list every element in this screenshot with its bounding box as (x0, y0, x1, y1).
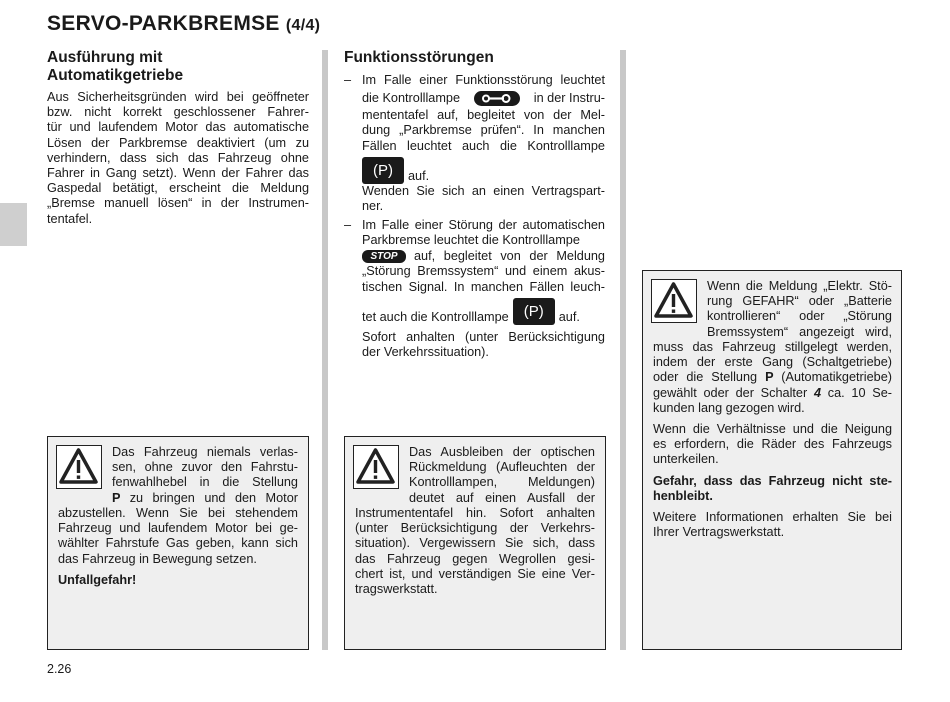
warning-line: sen, ohne zuvor den Fahrstu- (112, 460, 298, 475)
warning-box-left (47, 436, 309, 650)
warning-text-indented (707, 279, 892, 340)
item-line: Im Falle einer Funktionsstörung leuchtet (362, 73, 605, 87)
item-line: mententafel auf, begleitet von der Mel- (362, 108, 605, 123)
warning-text-indented (112, 445, 298, 506)
fault-item-2-text (362, 218, 605, 360)
fault-item-1-text (362, 73, 605, 214)
item-line: Wenden Sie sich an einen Vertragspart- (362, 183, 605, 198)
item-line-part: auf, begleitet von der Meldung (414, 248, 605, 263)
item-line: dung „Parkbremse prüfen“. In manchen (362, 123, 605, 138)
left-heading-line: Ausführung mit (47, 49, 163, 66)
body-line: tentafel. (47, 211, 93, 226)
warning-line: abzustellen. Wenn Sie bei stehendem (58, 506, 298, 520)
column-divider-right (620, 50, 626, 650)
body-line: Gaspedal betätigt, erscheint die Meldung (47, 181, 309, 196)
body-line: bzw. nicht korrekt geschlossener Fahrer- (47, 105, 309, 120)
warning-paragraph-4 (653, 510, 892, 540)
warning-line: Bremssystem“ angezeigt wird, (707, 324, 892, 339)
left-body (47, 90, 309, 227)
emphasis-token: P (757, 370, 782, 385)
warning-line: Fahrzeug und laufendem Motor bei ge- (58, 521, 298, 536)
parking-brake-icon: (P) (362, 157, 404, 184)
warning-line: das Fahrzeug in Bewegung setzen. (58, 551, 257, 566)
warning-line: muss das Fahrzeug stillgelegt werden, (653, 340, 892, 354)
item-line-part: auf. (558, 309, 580, 324)
warning-line: Instrumententafel hin. Sofort anhalten (355, 506, 595, 520)
warning-line: kontrollieren“ oder „Störung (707, 309, 892, 324)
emphasis-token: 4 (807, 385, 828, 400)
body-line: „Bremse manuell lösen“ in der Instrumen- (47, 196, 309, 211)
page-number: 2.26 (47, 662, 72, 676)
warning-line: kunden lang gezogen wird. (653, 400, 805, 415)
item-line-with-lamp (362, 157, 605, 184)
warning-line: Ihrer Vertragswerkstatt. (653, 525, 785, 540)
warning-triangle-icon (353, 445, 399, 489)
warning-line: das Fahrzeug gegen Wegrollen gesi- (355, 551, 595, 566)
list-dash: – (344, 218, 352, 232)
item-line: ner. (362, 199, 384, 214)
middle-heading: Funktionsstörungen (344, 49, 494, 66)
column-divider-left (322, 50, 328, 650)
warning-line-with-bold (112, 491, 298, 506)
left-heading (47, 49, 309, 85)
body-line: Fahrer in Gang setzt). Wenn der Fahrer das (47, 166, 309, 181)
warning-text-indented (409, 445, 595, 506)
warning-paragraph-3 (653, 474, 892, 504)
page-title (47, 12, 320, 36)
warning-line: rung GEFAHR“ oder „Batterie (707, 294, 892, 309)
body-line: tür und laufendem Motor das automatische (47, 120, 309, 135)
item-line: Parkbremse leuchtet die Kontrolllampe (362, 233, 580, 248)
warning-line: (unter Berücksichtigung der Verkehrs- (355, 521, 595, 536)
item-line: Sofort anhalten (unter Berücksichtigung (362, 329, 605, 344)
item-line-with-lamp (362, 88, 605, 108)
list-dash: – (344, 73, 352, 87)
emphasis-token: P (112, 490, 130, 505)
warning-line: Wenn die Meldung „Elektr. Stö- (707, 279, 892, 293)
warning-line: chert ist, und verständigen Sie eine Ver- (355, 566, 595, 581)
fault-item-1 (344, 73, 606, 214)
item-line-with-lamp (362, 295, 605, 325)
wrench-icon (474, 91, 520, 106)
warning-box-right (642, 270, 902, 650)
body-line: verhindern, dass sich das Fahrzeug ohne (47, 150, 309, 165)
warning-triangle-icon (651, 279, 697, 323)
warning-line: Das Ausbleiben der optischen (409, 445, 595, 459)
warning-line: Wenn die Verhältnisse und die Neigung (653, 422, 892, 437)
warning-text-full (355, 506, 595, 597)
warning-line: wählter Fahrstufe Gas geben, kann sich (58, 536, 298, 551)
item-line: Im Falle einer Störung der automatischen (362, 218, 605, 232)
warning-line: indem der erste Gang (Schaltgetriebe) (653, 355, 892, 370)
warning-line: fenwahlhebel in die Stellung (112, 475, 298, 490)
warning-box-middle (344, 436, 606, 650)
chapter-side-tab (0, 203, 27, 246)
body-line: Lösen der Parkbremse deaktiviert (um zu (47, 135, 309, 150)
title-text: SERVO-PARKBREMSE (47, 12, 280, 35)
warning-line: Weitere Informationen erhalten Sie bei (653, 510, 892, 525)
warning-line: oder die Stellung P (Automatikgetriebe) (653, 370, 892, 385)
item-line: Fällen leuchtet auch die Kontrolllampe (362, 138, 605, 153)
warning-line: Kontrolllampen, Meldungen) (409, 475, 595, 490)
item-line-part: in der Instru- (533, 90, 605, 105)
warning-line: Rückmeldung (Aufleuchten der (409, 460, 595, 475)
item-line-with-lamp (362, 248, 605, 264)
fault-item-2 (344, 218, 606, 360)
warning-paragraph-2 (653, 422, 892, 468)
warning-line: P zu bringen und den Motor (112, 490, 298, 505)
warning-emphasis: Unfallgefahr! (58, 572, 137, 587)
warning-line: tragswerkstatt. (355, 582, 438, 597)
item-line: der Verkehrssituation). (362, 345, 489, 360)
item-line: tischen Signal. In manchen Fällen leuch- (362, 279, 605, 294)
warning-text-full (653, 340, 892, 540)
warning-line: gewählt oder der Schalter 4 ca. 10 Se- (653, 385, 892, 400)
warning-line: henbleibt. (653, 488, 713, 503)
warning-triangle-icon (56, 445, 102, 489)
item-line-part: die Kontrolllampe (362, 90, 461, 105)
item-line-part: auf. (408, 168, 430, 183)
left-heading-line: Automatikgetriebe (47, 67, 184, 84)
warning-line: unterkeilen. (653, 452, 719, 467)
title-suffix: (4/4) (285, 17, 321, 34)
stop-icon: STOP (362, 250, 406, 263)
warning-line: Das Fahrzeug niemals verlas- (112, 445, 298, 459)
warning-line: deutet auf einen Ausfall der (409, 490, 595, 505)
warning-line: situation). Vergewissern Sie sich, dass (355, 536, 595, 551)
warning-line: Gefahr, dass das Fahrzeug nicht ste- (653, 473, 892, 488)
warning-line: es erfordern, die Räder des Fahrzeugs (653, 437, 892, 452)
parking-brake-icon: (P) (513, 298, 555, 325)
warning-text-full (58, 506, 298, 588)
left-section (47, 49, 309, 227)
item-line: „Störung Bremssystem“ und einem akus- (362, 264, 605, 279)
body-line: Aus Sicherheitsgründen wird bei geöffneter (47, 90, 309, 104)
item-line-part: tet auch die Kontrolllampe (362, 309, 509, 324)
